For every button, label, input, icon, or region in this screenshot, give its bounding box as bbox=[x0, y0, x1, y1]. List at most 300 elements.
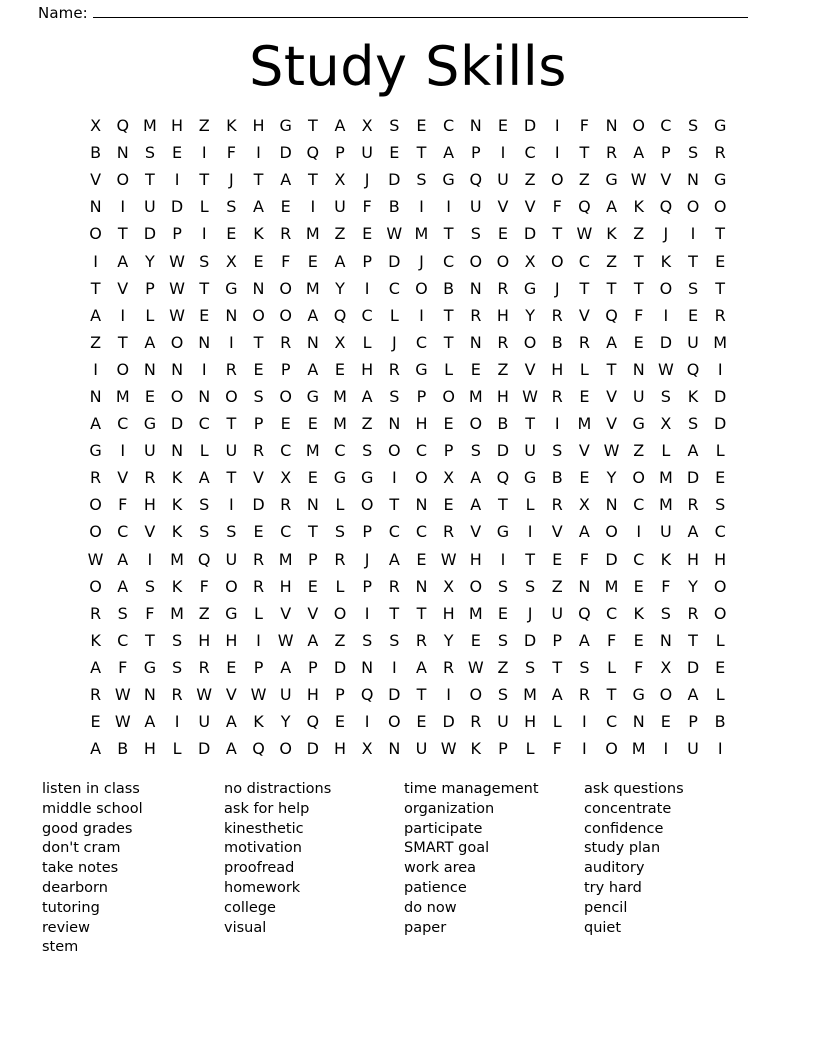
grid-cell[interactable]: R bbox=[280, 495, 292, 515]
word-list-item[interactable]: homework bbox=[224, 879, 301, 896]
word-list-item[interactable]: stem bbox=[42, 939, 79, 956]
grid-cell[interactable]: A bbox=[225, 712, 237, 732]
grid-cell[interactable]: R bbox=[443, 522, 455, 542]
grid-cell[interactable]: F bbox=[226, 143, 236, 163]
grid-cell[interactable]: N bbox=[306, 495, 319, 515]
grid-cell[interactable]: W bbox=[169, 278, 185, 298]
grid-cell[interactable]: V bbox=[578, 305, 590, 325]
grid-cell[interactable]: I bbox=[93, 359, 98, 379]
grid-cell[interactable]: T bbox=[498, 495, 508, 515]
grid-cell[interactable]: M bbox=[631, 739, 646, 759]
grid-cell[interactable]: M bbox=[658, 495, 673, 515]
word-list-item[interactable]: try hard bbox=[584, 879, 642, 896]
grid-cell[interactable]: E bbox=[633, 630, 644, 650]
grid-cell[interactable]: R bbox=[687, 495, 699, 515]
grid-cell[interactable]: W bbox=[250, 685, 267, 705]
grid-cell[interactable]: M bbox=[468, 603, 483, 623]
grid-cell[interactable]: R bbox=[551, 305, 563, 325]
grid-cell[interactable]: U bbox=[524, 441, 536, 461]
grid-cell[interactable]: X bbox=[443, 576, 455, 596]
grid-cell[interactable]: S bbox=[470, 224, 481, 244]
grid-cell[interactable]: Q bbox=[686, 359, 700, 379]
grid-cell[interactable]: N bbox=[89, 197, 102, 217]
grid-cell[interactable]: Q bbox=[659, 197, 673, 217]
grid-cell[interactable]: T bbox=[145, 170, 155, 190]
grid-cell[interactable]: L bbox=[525, 495, 535, 515]
grid-cell[interactable]: S bbox=[715, 495, 726, 515]
grid-cell[interactable]: N bbox=[469, 332, 482, 352]
grid-cell[interactable]: E bbox=[687, 305, 699, 325]
grid-cell[interactable]: V bbox=[117, 278, 129, 298]
grid-cell[interactable]: C bbox=[605, 603, 618, 623]
grid-cell[interactable]: I bbox=[120, 197, 126, 217]
grid-cell[interactable]: O bbox=[89, 224, 102, 244]
grid-cell[interactable]: D bbox=[170, 197, 184, 217]
grid-cell[interactable]: E bbox=[660, 712, 671, 732]
grid-cell[interactable]: I bbox=[174, 170, 180, 190]
grid-cell[interactable]: H bbox=[714, 549, 727, 569]
grid-cell[interactable]: M bbox=[523, 685, 537, 705]
grid-cell[interactable]: T bbox=[416, 603, 427, 623]
grid-cell[interactable]: A bbox=[144, 332, 156, 352]
grid-cell[interactable]: R bbox=[605, 143, 618, 163]
grid-cell[interactable]: D bbox=[686, 657, 700, 677]
grid-cell[interactable]: R bbox=[90, 685, 102, 705]
grid-cell[interactable]: C bbox=[578, 251, 590, 271]
grid-cell[interactable]: R bbox=[225, 359, 237, 379]
grid-cell[interactable]: D bbox=[659, 332, 673, 352]
grid-cell[interactable]: V bbox=[117, 468, 129, 488]
grid-cell[interactable]: C bbox=[415, 441, 428, 461]
grid-cell[interactable]: S bbox=[525, 576, 536, 596]
grid-cell[interactable]: C bbox=[280, 522, 292, 542]
grid-cell[interactable]: S bbox=[687, 414, 699, 434]
grid-cell[interactable]: N bbox=[225, 305, 238, 325]
grid-cell[interactable]: G bbox=[523, 278, 537, 298]
grid-cell[interactable]: A bbox=[443, 143, 455, 163]
grid-cell[interactable]: W bbox=[386, 224, 403, 244]
grid-cell[interactable]: G bbox=[89, 441, 102, 461]
grid-cell[interactable]: G bbox=[306, 386, 320, 406]
grid-cell[interactable]: E bbox=[307, 576, 318, 596]
grid-cell[interactable]: W bbox=[522, 386, 538, 406]
grid-cell[interactable]: V bbox=[253, 468, 264, 488]
grid-cell[interactable]: N bbox=[361, 657, 374, 677]
grid-cell[interactable]: C bbox=[605, 712, 618, 732]
grid-cell[interactable]: X bbox=[334, 332, 346, 352]
grid-cell[interactable]: L bbox=[661, 441, 671, 461]
grid-cell[interactable]: S bbox=[117, 603, 128, 623]
grid-cell[interactable]: E bbox=[334, 712, 346, 732]
grid-cell[interactable]: N bbox=[578, 576, 591, 596]
grid-cell[interactable]: T bbox=[253, 170, 264, 190]
grid-cell[interactable]: K bbox=[171, 576, 183, 596]
grid-cell[interactable]: N bbox=[143, 685, 156, 705]
grid-cell[interactable]: S bbox=[389, 386, 400, 406]
grid-cell[interactable]: S bbox=[416, 170, 427, 190]
grid-cell[interactable]: P bbox=[552, 630, 563, 650]
grid-cell[interactable]: Y bbox=[280, 712, 291, 732]
grid-cell[interactable]: O bbox=[632, 468, 645, 488]
grid-cell[interactable]: X bbox=[280, 468, 292, 488]
grid-cell[interactable]: T bbox=[199, 278, 210, 298]
grid-cell[interactable]: E bbox=[226, 224, 237, 244]
grid-cell[interactable]: M bbox=[333, 414, 347, 434]
grid-cell[interactable]: P bbox=[253, 657, 264, 677]
grid-cell[interactable]: R bbox=[334, 549, 346, 569]
grid-cell[interactable]: F bbox=[606, 630, 617, 650]
grid-cell[interactable]: W bbox=[169, 251, 185, 271]
grid-cell[interactable]: O bbox=[89, 495, 102, 515]
grid-cell[interactable]: C bbox=[388, 522, 400, 542]
grid-cell[interactable]: J bbox=[527, 603, 533, 623]
grid-cell[interactable]: I bbox=[229, 332, 234, 352]
grid-cell[interactable]: R bbox=[144, 468, 156, 488]
grid-cell[interactable]: R bbox=[198, 657, 210, 677]
grid-cell[interactable]: M bbox=[604, 576, 619, 596]
grid-cell[interactable]: G bbox=[632, 685, 645, 705]
name-write-in-line[interactable] bbox=[93, 2, 748, 18]
grid-cell[interactable]: R bbox=[578, 332, 590, 352]
grid-cell[interactable]: W bbox=[87, 549, 104, 569]
grid-cell[interactable]: G bbox=[442, 170, 455, 190]
grid-cell[interactable]: Z bbox=[578, 170, 590, 190]
grid-cell[interactable]: D bbox=[714, 414, 727, 434]
grid-cell[interactable]: E bbox=[334, 359, 346, 379]
grid-cell[interactable]: O bbox=[388, 441, 401, 461]
grid-cell[interactable]: P bbox=[308, 657, 318, 677]
grid-cell[interactable]: S bbox=[552, 441, 563, 461]
word-list-item[interactable]: work area bbox=[404, 860, 477, 877]
word-list-item[interactable]: patience bbox=[404, 879, 467, 896]
grid-cell[interactable]: F bbox=[552, 739, 562, 759]
grid-cell[interactable]: E bbox=[362, 224, 373, 244]
grid-cell[interactable]: G bbox=[605, 170, 618, 190]
grid-cell[interactable]: E bbox=[199, 305, 210, 325]
grid-cell[interactable]: S bbox=[199, 251, 210, 271]
grid-cell[interactable]: S bbox=[362, 630, 373, 650]
grid-cell[interactable]: S bbox=[171, 630, 183, 650]
word-list-item[interactable]: motivation bbox=[224, 840, 302, 857]
grid-cell[interactable]: T bbox=[525, 414, 535, 434]
grid-cell[interactable]: K bbox=[633, 603, 644, 623]
word-list-item[interactable]: organization bbox=[404, 800, 495, 817]
word-list-item[interactable]: visual bbox=[224, 919, 267, 936]
grid-cell[interactable]: G bbox=[496, 522, 510, 542]
grid-cell[interactable]: Y bbox=[688, 576, 698, 596]
grid-cell[interactable]: R bbox=[90, 468, 102, 488]
grid-cell[interactable]: H bbox=[442, 603, 455, 623]
grid-cell[interactable]: S bbox=[334, 522, 346, 542]
grid-cell[interactable]: X bbox=[660, 414, 672, 434]
grid-cell[interactable]: A bbox=[307, 630, 319, 650]
grid-cell[interactable]: L bbox=[254, 603, 263, 623]
grid-cell[interactable]: Y bbox=[443, 630, 454, 650]
grid-cell[interactable]: K bbox=[660, 251, 672, 271]
grid-cell[interactable]: T bbox=[145, 630, 155, 650]
grid-cell[interactable]: Z bbox=[198, 603, 210, 623]
grid-cell[interactable]: G bbox=[713, 170, 727, 190]
grid-cell[interactable]: N bbox=[605, 495, 618, 515]
grid-cell[interactable]: T bbox=[552, 224, 563, 244]
grid-cell[interactable]: A bbox=[415, 657, 427, 677]
grid-cell[interactable]: V bbox=[524, 359, 536, 379]
grid-cell[interactable]: P bbox=[498, 739, 508, 759]
grid-cell[interactable]: S bbox=[144, 576, 155, 596]
grid-cell[interactable]: J bbox=[663, 224, 669, 244]
grid-cell[interactable]: D bbox=[605, 549, 618, 569]
grid-cell[interactable]: R bbox=[388, 359, 400, 379]
grid-cell[interactable]: S bbox=[389, 630, 400, 650]
grid-cell[interactable]: O bbox=[225, 576, 238, 596]
grid-cell[interactable]: O bbox=[442, 386, 455, 406]
grid-cell[interactable]: H bbox=[469, 549, 482, 569]
grid-cell[interactable]: F bbox=[145, 603, 155, 623]
grid-cell[interactable]: N bbox=[198, 332, 211, 352]
grid-cell[interactable]: H bbox=[687, 549, 700, 569]
grid-cell[interactable]: U bbox=[225, 549, 238, 569]
grid-cell[interactable]: B bbox=[551, 468, 563, 488]
grid-cell[interactable]: P bbox=[362, 576, 372, 596]
grid-cell[interactable]: L bbox=[335, 495, 345, 515]
grid-cell[interactable]: X bbox=[660, 657, 672, 677]
grid-cell[interactable]: U bbox=[361, 143, 373, 163]
grid-cell[interactable]: F bbox=[661, 576, 671, 596]
grid-cell[interactable]: I bbox=[582, 739, 587, 759]
grid-cell[interactable]: Q bbox=[306, 143, 320, 163]
grid-cell[interactable]: S bbox=[687, 116, 699, 136]
grid-cell[interactable]: T bbox=[389, 495, 400, 515]
grid-cell[interactable]: H bbox=[279, 576, 292, 596]
grid-cell[interactable]: O bbox=[686, 197, 700, 217]
grid-cell[interactable]: E bbox=[715, 468, 726, 488]
grid-cell[interactable]: K bbox=[171, 522, 183, 542]
word-list-item[interactable]: study plan bbox=[584, 840, 661, 857]
grid-cell[interactable]: D bbox=[170, 414, 184, 434]
grid-cell[interactable]: G bbox=[143, 414, 157, 434]
grid-cell[interactable]: S bbox=[144, 143, 155, 163]
grid-cell[interactable]: N bbox=[659, 630, 672, 650]
grid-cell[interactable]: H bbox=[333, 739, 346, 759]
grid-cell[interactable]: A bbox=[198, 468, 210, 488]
grid-cell[interactable]: A bbox=[90, 739, 102, 759]
grid-cell[interactable]: T bbox=[307, 116, 318, 136]
grid-cell[interactable]: Z bbox=[497, 657, 509, 677]
grid-cell[interactable]: A bbox=[307, 359, 319, 379]
grid-cell[interactable]: D bbox=[306, 739, 319, 759]
grid-cell[interactable]: K bbox=[470, 739, 482, 759]
grid-cell[interactable]: D bbox=[523, 630, 537, 650]
grid-cell[interactable]: N bbox=[469, 116, 482, 136]
grid-cell[interactable]: A bbox=[117, 251, 129, 271]
grid-cell[interactable]: H bbox=[361, 359, 374, 379]
grid-cell[interactable]: D bbox=[333, 657, 347, 677]
grid-cell[interactable]: I bbox=[229, 495, 234, 515]
grid-cell[interactable]: U bbox=[334, 197, 346, 217]
grid-cell[interactable]: U bbox=[660, 522, 672, 542]
grid-cell[interactable]: R bbox=[252, 549, 265, 569]
grid-cell[interactable]: T bbox=[715, 224, 726, 244]
grid-cell[interactable]: O bbox=[360, 495, 374, 515]
grid-cell[interactable]: N bbox=[198, 386, 211, 406]
grid-cell[interactable]: O bbox=[523, 332, 537, 352]
grid-cell[interactable]: T bbox=[688, 630, 698, 650]
word-list-item[interactable]: middle school bbox=[42, 800, 143, 817]
grid-cell[interactable]: E bbox=[389, 143, 400, 163]
grid-cell[interactable]: C bbox=[443, 251, 455, 271]
grid-cell[interactable]: C bbox=[388, 278, 400, 298]
grid-cell[interactable]: G bbox=[360, 468, 374, 488]
grid-cell[interactable]: E bbox=[171, 143, 183, 163]
grid-cell[interactable]: I bbox=[93, 251, 98, 271]
grid-cell[interactable]: Y bbox=[335, 278, 345, 298]
grid-cell[interactable]: O bbox=[415, 278, 428, 298]
word-list-item[interactable]: do now bbox=[404, 899, 457, 916]
grid-cell[interactable]: G bbox=[225, 278, 238, 298]
grid-cell[interactable]: Y bbox=[606, 468, 617, 488]
grid-cell[interactable]: T bbox=[416, 143, 427, 163]
grid-cell[interactable]: S bbox=[687, 143, 699, 163]
grid-cell[interactable]: N bbox=[171, 359, 184, 379]
word-list-item[interactable]: quiet bbox=[584, 919, 622, 936]
grid-cell[interactable]: H bbox=[496, 386, 509, 406]
grid-cell[interactable]: O bbox=[89, 576, 102, 596]
grid-cell[interactable]: L bbox=[444, 359, 454, 379]
grid-cell[interactable]: P bbox=[416, 386, 427, 406]
grid-cell[interactable]: T bbox=[117, 224, 128, 244]
grid-cell[interactable]: A bbox=[307, 305, 319, 325]
grid-cell[interactable]: R bbox=[551, 386, 563, 406]
grid-cell[interactable]: B bbox=[443, 278, 455, 298]
grid-cell[interactable]: B bbox=[497, 414, 509, 434]
grid-cell[interactable]: Q bbox=[116, 116, 130, 136]
grid-cell[interactable]: B bbox=[388, 197, 400, 217]
grid-cell[interactable]: M bbox=[658, 468, 673, 488]
grid-cell[interactable]: V bbox=[524, 197, 536, 217]
grid-cell[interactable]: E bbox=[470, 630, 481, 650]
grid-cell[interactable]: R bbox=[252, 441, 265, 461]
word-list-item[interactable]: ask for help bbox=[224, 800, 310, 817]
grid-cell[interactable]: Q bbox=[306, 712, 320, 732]
grid-cell[interactable]: O bbox=[659, 685, 673, 705]
grid-cell[interactable]: S bbox=[470, 441, 481, 461]
grid-cell[interactable]: D bbox=[496, 441, 510, 461]
grid-cell[interactable]: A bbox=[144, 712, 156, 732]
grid-cell[interactable]: I bbox=[554, 143, 560, 163]
grid-cell[interactable]: V bbox=[225, 685, 237, 705]
grid-cell[interactable]: I bbox=[717, 359, 723, 379]
word-list-item[interactable]: confidence bbox=[584, 820, 664, 837]
grid-cell[interactable]: R bbox=[388, 576, 400, 596]
grid-cell[interactable]: S bbox=[199, 522, 210, 542]
grid-cell[interactable]: O bbox=[469, 576, 483, 596]
grid-cell[interactable]: T bbox=[715, 278, 726, 298]
grid-cell[interactable]: P bbox=[362, 522, 372, 542]
grid-cell[interactable]: I bbox=[364, 278, 370, 298]
grid-cell[interactable]: C bbox=[415, 332, 428, 352]
grid-cell[interactable]: X bbox=[443, 468, 455, 488]
word-list-item[interactable]: review bbox=[42, 919, 90, 936]
grid-cell[interactable]: T bbox=[90, 278, 101, 298]
grid-cell[interactable]: C bbox=[415, 522, 428, 542]
grid-cell[interactable]: E bbox=[443, 495, 454, 515]
word-list-item[interactable]: dearborn bbox=[42, 879, 108, 896]
grid-cell[interactable]: O bbox=[170, 386, 184, 406]
grid-cell[interactable]: U bbox=[551, 603, 564, 623]
grid-cell[interactable]: M bbox=[170, 549, 184, 569]
grid-cell[interactable]: C bbox=[198, 414, 210, 434]
grid-cell[interactable]: T bbox=[688, 251, 698, 271]
grid-cell[interactable]: O bbox=[279, 386, 292, 406]
grid-cell[interactable]: A bbox=[280, 657, 292, 677]
grid-cell[interactable]: R bbox=[578, 685, 590, 705]
grid-cell[interactable]: R bbox=[415, 630, 428, 650]
grid-cell[interactable]: U bbox=[225, 441, 238, 461]
grid-cell[interactable]: E bbox=[579, 468, 590, 488]
grid-cell[interactable]: Z bbox=[606, 251, 618, 271]
grid-cell[interactable]: E bbox=[443, 414, 454, 434]
grid-cell[interactable]: M bbox=[468, 386, 483, 406]
grid-cell[interactable]: U bbox=[198, 712, 211, 732]
grid-cell[interactable]: D bbox=[523, 224, 537, 244]
grid-cell[interactable]: D bbox=[279, 143, 292, 163]
grid-cell[interactable]: B bbox=[90, 143, 102, 163]
grid-cell[interactable]: V bbox=[551, 522, 563, 542]
grid-cell[interactable]: Q bbox=[469, 170, 483, 190]
grid-cell[interactable]: I bbox=[201, 143, 207, 163]
grid-cell[interactable]: E bbox=[715, 657, 726, 677]
grid-cell[interactable]: A bbox=[117, 549, 129, 569]
grid-cell[interactable]: W bbox=[169, 305, 185, 325]
grid-cell[interactable]: N bbox=[116, 143, 129, 163]
grid-cell[interactable]: X bbox=[524, 251, 536, 271]
grid-cell[interactable]: O bbox=[632, 116, 645, 136]
grid-cell[interactable]: P bbox=[308, 549, 318, 569]
grid-cell[interactable]: H bbox=[551, 359, 564, 379]
grid-cell[interactable]: I bbox=[174, 712, 180, 732]
grid-cell[interactable]: E bbox=[470, 359, 481, 379]
grid-cell[interactable]: F bbox=[362, 197, 372, 217]
grid-cell[interactable]: K bbox=[171, 468, 183, 488]
grid-cell[interactable]: T bbox=[606, 685, 617, 705]
grid-cell[interactable]: H bbox=[496, 305, 509, 325]
grid-cell[interactable]: B bbox=[117, 739, 129, 759]
grid-cell[interactable]: T bbox=[307, 170, 318, 190]
grid-cell[interactable]: I bbox=[419, 305, 424, 325]
grid-cell[interactable]: A bbox=[334, 251, 346, 271]
grid-cell[interactable]: Q bbox=[496, 468, 510, 488]
grid-cell[interactable]: G bbox=[143, 657, 157, 677]
grid-cell[interactable]: A bbox=[551, 685, 563, 705]
grid-cell[interactable]: D bbox=[388, 170, 401, 190]
grid-cell[interactable]: E bbox=[633, 332, 644, 352]
grid-cell[interactable]: N bbox=[415, 495, 428, 515]
grid-cell[interactable]: I bbox=[201, 359, 207, 379]
grid-cell[interactable]: G bbox=[523, 468, 537, 488]
grid-cell[interactable]: L bbox=[525, 739, 535, 759]
grid-cell[interactable]: T bbox=[226, 468, 237, 488]
grid-cell[interactable]: S bbox=[497, 630, 508, 650]
grid-cell[interactable]: P bbox=[335, 685, 345, 705]
grid-cell[interactable]: F bbox=[552, 197, 562, 217]
grid-cell[interactable]: I bbox=[690, 224, 696, 244]
grid-cell[interactable]: K bbox=[226, 116, 237, 136]
grid-cell[interactable]: S bbox=[579, 657, 590, 677]
grid-cell[interactable]: X bbox=[225, 251, 237, 271]
grid-cell[interactable]: M bbox=[305, 224, 320, 244]
grid-cell[interactable]: C bbox=[633, 495, 645, 515]
grid-cell[interactable]: E bbox=[633, 576, 644, 596]
